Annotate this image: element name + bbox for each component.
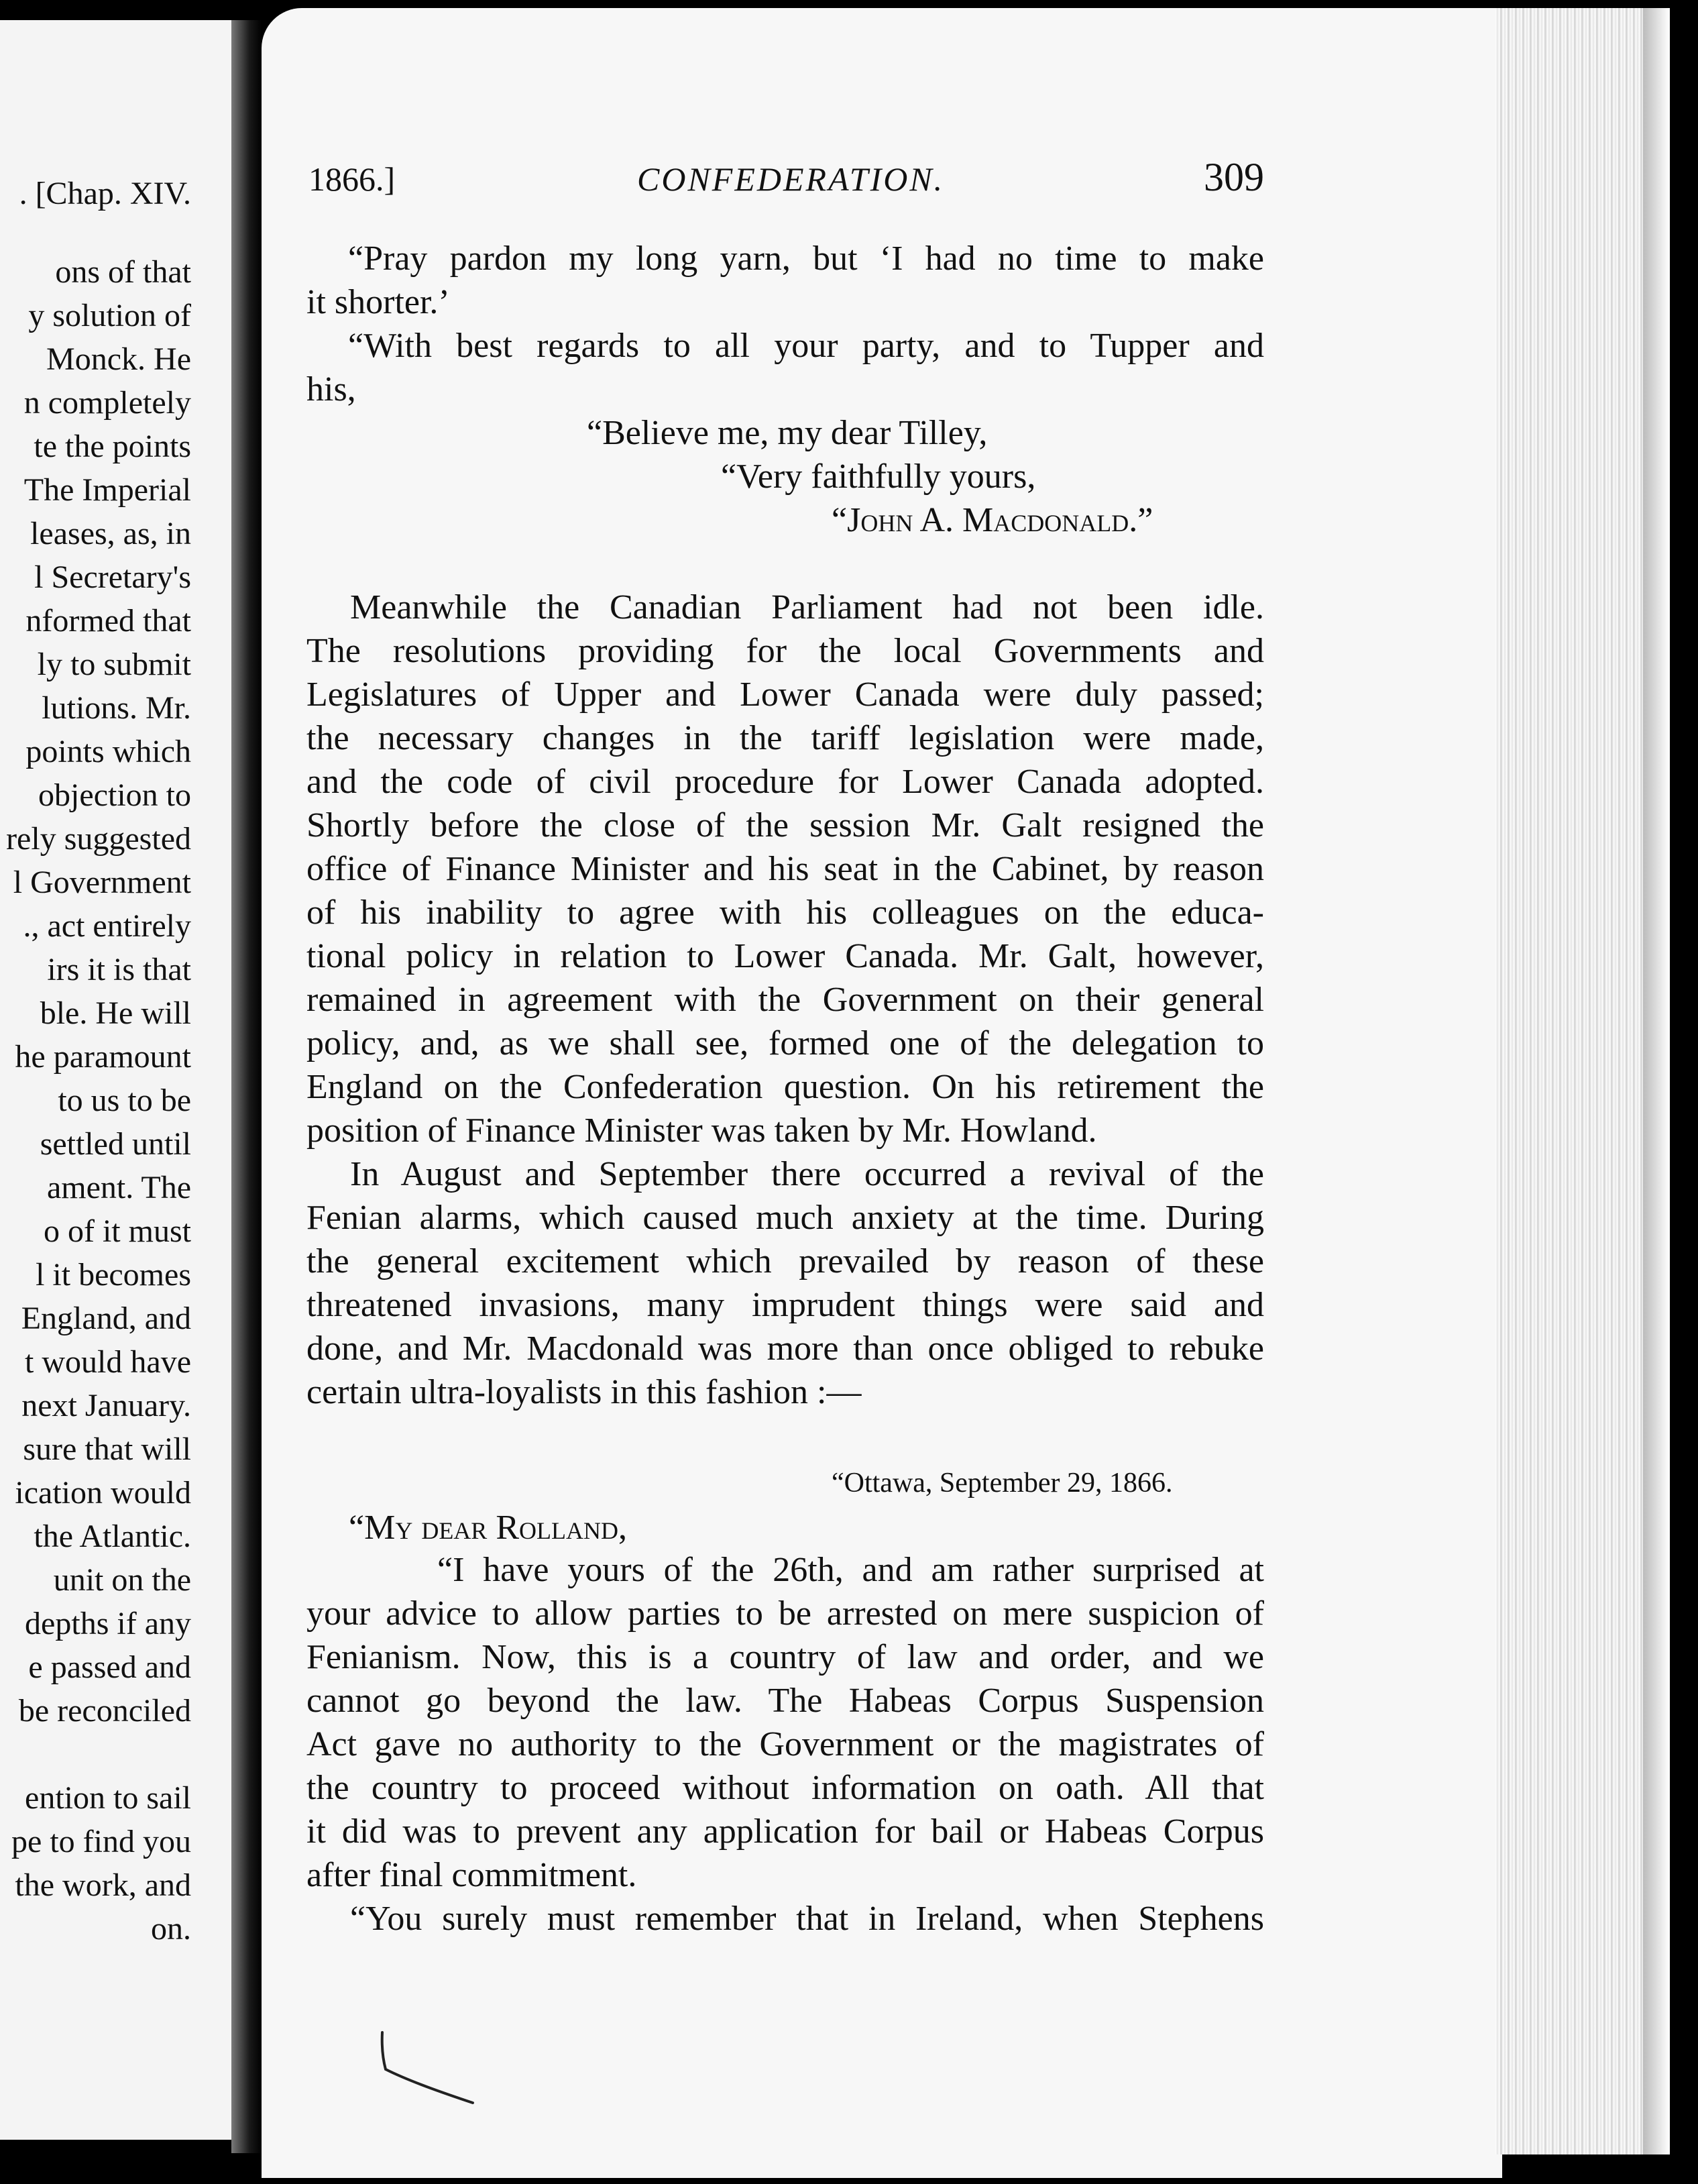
left-page-line: points which xyxy=(25,734,191,769)
left-page-line: pe to find you xyxy=(11,1824,191,1859)
text-line: Fenian alarms, which caused much anxiety at the time. During xyxy=(306,1199,1264,1237)
left-page-line: England, and xyxy=(21,1301,191,1336)
text-line: remained in agreement with the Government on their general xyxy=(306,981,1264,1019)
text-line: of his inability to agree with his colleagues on the educa- xyxy=(306,893,1264,932)
text-line: the necessary changes in the tariff legislation were made, xyxy=(306,719,1264,757)
left-page-line: ., act entirely xyxy=(23,908,191,944)
left-page-line: leases, as, in xyxy=(30,516,191,551)
text-line: Legislatures of Upper and Lower Canada were duly passed; xyxy=(306,675,1264,714)
left-page-line: ble. He will xyxy=(40,995,191,1031)
left-page-line: next January. xyxy=(21,1388,191,1423)
left-page-line: settled until xyxy=(40,1126,191,1162)
text-line: Fenianism. Now, this is a country of law and order, and we xyxy=(306,1638,1264,1676)
text-line: it did was to prevent any application for bail or Habeas Corpus xyxy=(306,1812,1264,1851)
letter-closing: “Believe me, my dear Tilley, xyxy=(587,414,988,452)
letter-closing: “Very faithfully yours, xyxy=(721,457,1036,496)
text-line: “You surely must remember that in Ireland, when Stephens xyxy=(350,1900,1264,1938)
text-line: In August and September there occurred a revival of the xyxy=(350,1155,1264,1193)
left-page-line: ament. The xyxy=(46,1170,191,1205)
left-page-line: irs it is that xyxy=(47,952,191,987)
text-line: Shortly before the close of the session Mr. Galt resigned the xyxy=(306,806,1264,844)
left-page-line: the Atlantic. xyxy=(34,1519,191,1554)
left-page-line: e passed and xyxy=(28,1649,191,1685)
left-page-line: ication would xyxy=(15,1475,191,1511)
left-page-line: te the points xyxy=(34,429,191,464)
page-edges xyxy=(1495,8,1670,2154)
left-page-line: l Secretary's xyxy=(34,559,191,595)
left-page-line: o of it must xyxy=(43,1213,191,1249)
text-line: England on the Confederation question. On his retirement the xyxy=(306,1068,1264,1106)
left-page-header: . [Chap. XIV. xyxy=(19,176,191,211)
text-line: the general excitement which prevailed by reason of these xyxy=(306,1242,1264,1280)
text-line: office of Finance Minister and his seat in the Cabinet, by reason xyxy=(306,850,1264,888)
left-page-line: objection to xyxy=(38,777,191,813)
pencil-mark xyxy=(379,2029,479,2110)
left-page xyxy=(0,20,231,2140)
left-page-line: l it becomes xyxy=(36,1257,191,1293)
left-page-line: Monck. He xyxy=(46,341,191,377)
text-line: tional policy in relation to Lower Canada. Mr. Galt, however, xyxy=(306,937,1264,975)
left-page-line: sure that will xyxy=(23,1431,191,1467)
text-line: Act gave no authority to the Government or the magistrates of xyxy=(306,1725,1264,1763)
book-gutter xyxy=(231,20,262,2153)
text-line: “Pray pardon my long yarn, but ‘I had no time to make xyxy=(348,239,1264,278)
text-line: “I have yours of the 26th, and am rather surprised at xyxy=(437,1551,1264,1589)
text-line: “With best regards to all your party, and to Tupper and xyxy=(348,327,1264,365)
text-line: his, xyxy=(306,370,356,408)
text-line: certain ultra-loyalists in this fashion :— xyxy=(306,1373,862,1411)
left-page-line: on. xyxy=(151,1911,191,1947)
text-line: it shorter.’ xyxy=(306,283,450,321)
left-page-line: l Government xyxy=(13,865,191,900)
left-page-line: rely suggested xyxy=(6,821,191,857)
text-line: done, and Mr. Macdonald was more than once obliged to rebuke xyxy=(306,1329,1264,1368)
left-page-line: n completely xyxy=(23,385,191,421)
left-page-line: lutions. Mr. xyxy=(42,690,191,726)
left-page-line: nformed that xyxy=(25,603,191,639)
text-line: threatened invasions, many imprudent things were said and xyxy=(306,1286,1264,1324)
letter-signature: “John A. Macdonald.” xyxy=(832,501,1153,539)
header-title: CONFEDERATION. xyxy=(637,160,945,198)
text-line: the country to proceed without information on oath. All that xyxy=(306,1769,1264,1807)
left-page-line: he paramount xyxy=(15,1039,191,1075)
left-page-line: ons of that xyxy=(55,254,191,290)
header-year: 1866.] xyxy=(308,160,396,198)
text-line: cannot go beyond the law. The Habeas Corpus Suspension xyxy=(306,1682,1264,1720)
text-line: position of Finance Minister was taken by Mr. Howland. xyxy=(306,1111,1097,1150)
left-page-line: be reconciled xyxy=(18,1693,191,1729)
left-page-line: y solution of xyxy=(28,298,191,333)
text-line: after final commitment. xyxy=(306,1856,637,1894)
text-line: Meanwhile the Canadian Parliament had not been idle. xyxy=(350,588,1264,626)
left-page-line: t would have xyxy=(25,1344,191,1380)
page-number: 309 xyxy=(1204,155,1264,199)
letter-salutation: “My dear Rolland, xyxy=(349,1509,627,1547)
left-page-line: depths if any xyxy=(25,1606,191,1641)
left-page-line: ly to submit xyxy=(37,647,191,682)
letter-dateline: “Ottawa, September 29, 1866. xyxy=(832,1468,1173,1498)
text-line: The resolutions providing for the local Governments and xyxy=(306,632,1264,670)
left-page-line: unit on the xyxy=(53,1562,191,1598)
text-line: and the code of civil procedure for Lower Canada adopted. xyxy=(306,763,1264,801)
left-page-line: to us to be xyxy=(58,1083,191,1118)
left-page-line: The Imperial xyxy=(23,472,191,508)
text-line: policy, and, as we shall see, formed one of the delegation to xyxy=(306,1024,1264,1062)
running-header xyxy=(308,155,1264,207)
text-line: your advice to allow parties to be arrested on mere suspicion of xyxy=(306,1594,1264,1633)
left-page-line: ention to sail xyxy=(25,1780,191,1816)
left-page-line: the work, and xyxy=(15,1867,191,1903)
